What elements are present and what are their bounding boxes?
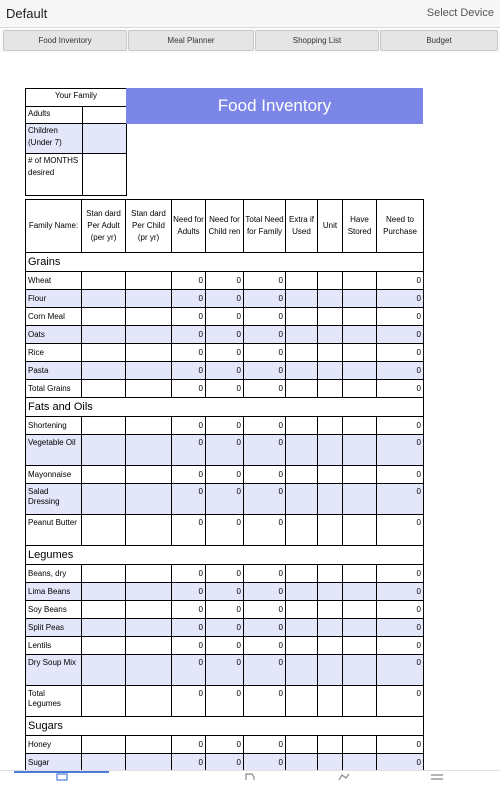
need-to-purchase-cell: 0 — [377, 583, 424, 601]
section-row — [26, 253, 424, 272]
table-row — [26, 466, 424, 484]
spreadsheet-area[interactable] — [0, 53, 500, 770]
standard-child-cell[interactable] — [126, 326, 172, 344]
table-row — [26, 272, 424, 290]
standard-adult-cell[interactable] — [82, 686, 126, 717]
total-need-cell: 0 — [244, 380, 286, 398]
have-stored-cell[interactable] — [343, 308, 377, 326]
standard-adult-cell[interactable] — [82, 290, 126, 308]
section-title: Sugars — [26, 717, 424, 736]
need-to-purchase-cell: 0 — [377, 754, 424, 771]
standard-adult-cell[interactable] — [82, 466, 126, 484]
table-row — [26, 637, 424, 655]
table-row — [26, 655, 424, 686]
column-header-row — [26, 200, 424, 253]
standard-child-cell[interactable] — [126, 362, 172, 380]
inventory-table — [25, 199, 424, 770]
need-to-purchase-cell: 0 — [377, 466, 424, 484]
need-children-cell: 0 — [206, 308, 244, 326]
table-row — [26, 326, 424, 344]
standard-adult-cell[interactable] — [82, 380, 126, 398]
family-label-adults: Adults — [26, 107, 83, 124]
standard-child-cell[interactable] — [126, 515, 172, 546]
have-stored-cell[interactable] — [343, 754, 377, 771]
standard-child-cell[interactable] — [126, 466, 172, 484]
total-need-cell: 0 — [244, 637, 286, 655]
total-need-cell: 0 — [244, 417, 286, 435]
total-need-cell: 0 — [244, 601, 286, 619]
extra-if-used-cell[interactable] — [286, 736, 318, 754]
col-extra-if-used: Extra if Used — [286, 200, 318, 253]
extra-if-used-cell[interactable] — [286, 484, 318, 515]
need-adults-cell: 0 — [172, 515, 206, 546]
tab-food-inventory[interactable]: Food Inventory — [3, 30, 127, 51]
standard-child-cell[interactable] — [126, 417, 172, 435]
family-label-months: # of MONTHS desired — [26, 154, 83, 196]
total-need-cell: 0 — [244, 686, 286, 717]
need-adults-cell: 0 — [172, 565, 206, 583]
format-icon[interactable] — [243, 773, 257, 781]
need-children-cell: 0 — [206, 435, 244, 466]
total-need-cell: 0 — [244, 344, 286, 362]
extra-if-used-cell[interactable] — [286, 344, 318, 362]
select-device-button[interactable]: Select Device — [426, 7, 494, 19]
title-bar — [0, 0, 500, 28]
unit-cell[interactable] — [318, 435, 343, 466]
tab-budget[interactable]: Budget — [380, 30, 498, 51]
col-total-need: Total Need for Family — [244, 200, 286, 253]
extra-if-used-cell[interactable] — [286, 754, 318, 771]
section-title: Legumes — [26, 546, 424, 565]
need-adults-cell: 0 — [172, 326, 206, 344]
need-to-purchase-cell: 0 — [377, 515, 424, 546]
standard-child-cell[interactable] — [126, 380, 172, 398]
standard-child-cell[interactable] — [126, 290, 172, 308]
section-row — [26, 398, 424, 417]
need-adults-cell: 0 — [172, 736, 206, 754]
need-adults-cell: 0 — [172, 601, 206, 619]
standard-child-cell[interactable] — [126, 583, 172, 601]
item-name-cell: Vegetable Oil — [26, 435, 82, 466]
family-header: Your Family — [26, 89, 127, 107]
need-to-purchase-cell: 0 — [377, 484, 424, 515]
need-adults-cell: 0 — [172, 754, 206, 771]
have-stored-cell[interactable] — [343, 344, 377, 362]
col-need-to-purchase: Need to Purchase — [377, 200, 424, 253]
table-row — [26, 583, 424, 601]
extra-if-used-cell[interactable] — [286, 601, 318, 619]
item-name-cell: Flour — [26, 290, 82, 308]
standard-adult-cell[interactable] — [82, 362, 126, 380]
item-name-cell: Mayonnaise — [26, 466, 82, 484]
need-children-cell: 0 — [206, 601, 244, 619]
section-title: Grains — [26, 253, 424, 272]
have-stored-cell[interactable] — [343, 326, 377, 344]
total-need-cell: 0 — [244, 515, 286, 546]
months-input[interactable] — [83, 154, 127, 196]
table-row — [26, 362, 424, 380]
item-name-cell: Honey — [26, 736, 82, 754]
col-need-adults: Need for Adults — [172, 200, 206, 253]
table-row — [26, 515, 424, 546]
col-standard-child: Stan dard Per Child (pr yr) — [126, 200, 172, 253]
total-need-cell: 0 — [244, 484, 286, 515]
standard-adult-cell[interactable] — [82, 344, 126, 362]
col-unit: Unit — [318, 200, 343, 253]
have-stored-cell[interactable] — [343, 290, 377, 308]
need-to-purchase-cell: 0 — [377, 686, 424, 717]
need-to-purchase-cell: 0 — [377, 565, 424, 583]
extra-if-used-cell[interactable] — [286, 583, 318, 601]
standard-child-cell[interactable] — [126, 272, 172, 290]
col-standard-adult: Stan dard Per Adult (per yr) — [82, 200, 126, 253]
need-adults-cell: 0 — [172, 417, 206, 435]
total-need-cell: 0 — [244, 655, 286, 686]
children-input[interactable] — [83, 124, 127, 154]
item-name-cell: Sugar — [26, 754, 82, 771]
item-name-cell: Corn Meal — [26, 308, 82, 326]
need-children-cell: 0 — [206, 344, 244, 362]
total-need-cell: 0 — [244, 435, 286, 466]
need-children-cell: 0 — [206, 484, 244, 515]
adults-input[interactable] — [83, 107, 127, 124]
need-to-purchase-cell: 0 — [377, 619, 424, 637]
total-need-cell: 0 — [244, 308, 286, 326]
standard-child-cell[interactable] — [126, 435, 172, 466]
unit-cell[interactable] — [318, 637, 343, 655]
need-children-cell: 0 — [206, 515, 244, 546]
unit-cell[interactable] — [318, 417, 343, 435]
have-stored-cell[interactable] — [343, 601, 377, 619]
section-title: Fats and Oils — [26, 398, 424, 417]
have-stored-cell[interactable] — [343, 484, 377, 515]
need-children-cell: 0 — [206, 637, 244, 655]
total-need-cell: 0 — [244, 754, 286, 771]
item-name-cell: Beans, dry — [26, 565, 82, 583]
need-children-cell: 0 — [206, 686, 244, 717]
table-row — [26, 736, 424, 754]
unit-cell[interactable] — [318, 484, 343, 515]
unit-cell[interactable] — [318, 619, 343, 637]
item-name-cell: Oats — [26, 326, 82, 344]
standard-adult-cell[interactable] — [82, 308, 126, 326]
need-to-purchase-cell: 0 — [377, 362, 424, 380]
unit-cell[interactable] — [318, 565, 343, 583]
need-adults-cell: 0 — [172, 484, 206, 515]
need-children-cell: 0 — [206, 272, 244, 290]
more-icon[interactable] — [430, 773, 444, 781]
item-name-cell: Pasta — [26, 362, 82, 380]
table-row — [26, 308, 424, 326]
col-have-stored: Have Stored — [343, 200, 377, 253]
table-row — [26, 754, 424, 771]
unit-cell[interactable] — [318, 466, 343, 484]
table-row — [26, 380, 424, 398]
tab-meal-planner[interactable]: Meal Planner — [128, 30, 254, 51]
total-need-cell: 0 — [244, 272, 286, 290]
table-row — [26, 484, 424, 515]
item-name-cell: Lentils — [26, 637, 82, 655]
have-stored-cell[interactable] — [343, 655, 377, 686]
item-name-cell: Dry Soup Mix — [26, 655, 82, 686]
item-name-cell: Split Peas — [26, 619, 82, 637]
standard-child-cell[interactable] — [126, 736, 172, 754]
extra-if-used-cell[interactable] — [286, 515, 318, 546]
standard-adult-cell[interactable] — [82, 601, 126, 619]
unit-cell[interactable] — [318, 655, 343, 686]
family-table — [25, 88, 127, 196]
have-stored-cell[interactable] — [343, 686, 377, 717]
extra-if-used-cell[interactable] — [286, 272, 318, 290]
need-to-purchase-cell: 0 — [377, 736, 424, 754]
item-name-cell: Peanut Butter — [26, 515, 82, 546]
item-name-cell: Soy Beans — [26, 601, 82, 619]
standard-child-cell[interactable] — [126, 686, 172, 717]
need-children-cell: 0 — [206, 362, 244, 380]
item-name-cell: Lima Beans — [26, 583, 82, 601]
section-row — [26, 717, 424, 736]
have-stored-cell[interactable] — [343, 637, 377, 655]
total-need-cell: 0 — [244, 583, 286, 601]
have-stored-cell[interactable] — [343, 583, 377, 601]
extra-if-used-cell[interactable] — [286, 362, 318, 380]
have-stored-cell[interactable] — [343, 515, 377, 546]
have-stored-cell[interactable] — [343, 619, 377, 637]
need-children-cell: 0 — [206, 326, 244, 344]
col-family-name: Family Name: — [26, 200, 82, 253]
unit-cell[interactable] — [318, 326, 343, 344]
sheet-icon[interactable] — [55, 773, 69, 781]
need-children-cell: 0 — [206, 290, 244, 308]
col-need-children: Need for Child ren — [206, 200, 244, 253]
standard-child-cell[interactable] — [126, 308, 172, 326]
table-row — [26, 290, 424, 308]
item-name-cell: Shortening — [26, 417, 82, 435]
extra-if-used-cell[interactable] — [286, 435, 318, 466]
bottom-toolbar — [0, 770, 500, 800]
total-need-cell: 0 — [244, 736, 286, 754]
total-need-cell: 0 — [244, 565, 286, 583]
unit-cell[interactable] — [318, 601, 343, 619]
extra-if-used-cell[interactable] — [286, 686, 318, 717]
need-to-purchase-cell: 0 — [377, 326, 424, 344]
need-to-purchase-cell: 0 — [377, 655, 424, 686]
need-adults-cell: 0 — [172, 583, 206, 601]
unit-cell[interactable] — [318, 583, 343, 601]
have-stored-cell[interactable] — [343, 272, 377, 290]
need-to-purchase-cell: 0 — [377, 601, 424, 619]
need-children-cell: 0 — [206, 565, 244, 583]
item-name-cell: Salad Dressing — [26, 484, 82, 515]
standard-child-cell[interactable] — [126, 655, 172, 686]
standard-adult-cell[interactable] — [82, 565, 126, 583]
have-stored-cell[interactable] — [343, 435, 377, 466]
extra-if-used-cell[interactable] — [286, 619, 318, 637]
insert-icon[interactable] — [337, 773, 351, 781]
need-adults-cell: 0 — [172, 308, 206, 326]
need-children-cell: 0 — [206, 619, 244, 637]
unit-cell[interactable] — [318, 380, 343, 398]
total-need-cell: 0 — [244, 619, 286, 637]
need-adults-cell: 0 — [172, 466, 206, 484]
need-to-purchase-cell: 0 — [377, 435, 424, 466]
standard-child-cell[interactable] — [126, 619, 172, 637]
item-name-cell: Total Grains — [26, 380, 82, 398]
sheet-tabs — [0, 29, 500, 53]
food-inventory-banner: Food Inventory — [126, 88, 423, 124]
need-children-cell: 0 — [206, 736, 244, 754]
need-to-purchase-cell: 0 — [377, 272, 424, 290]
table-row — [26, 435, 424, 466]
have-stored-cell[interactable] — [343, 565, 377, 583]
extra-if-used-cell[interactable] — [286, 290, 318, 308]
unit-cell[interactable] — [318, 308, 343, 326]
unit-cell[interactable] — [318, 736, 343, 754]
total-need-cell: 0 — [244, 362, 286, 380]
unit-cell[interactable] — [318, 686, 343, 717]
need-adults-cell: 0 — [172, 686, 206, 717]
extra-if-used-cell[interactable] — [286, 565, 318, 583]
total-need-cell: 0 — [244, 326, 286, 344]
have-stored-cell[interactable] — [343, 362, 377, 380]
need-children-cell: 0 — [206, 417, 244, 435]
standard-child-cell[interactable] — [126, 637, 172, 655]
standard-adult-cell[interactable] — [82, 736, 126, 754]
table-row — [26, 344, 424, 362]
need-to-purchase-cell: 0 — [377, 290, 424, 308]
tab-shopping-list[interactable]: Shopping List — [255, 30, 379, 51]
standard-adult-cell[interactable] — [82, 515, 126, 546]
table-row — [26, 601, 424, 619]
have-stored-cell[interactable] — [343, 417, 377, 435]
unit-cell[interactable] — [318, 362, 343, 380]
standard-adult-cell[interactable] — [82, 272, 126, 290]
need-children-cell: 0 — [206, 466, 244, 484]
section-row — [26, 546, 424, 565]
total-need-cell: 0 — [244, 290, 286, 308]
standard-adult-cell[interactable] — [82, 484, 126, 515]
standard-adult-cell[interactable] — [82, 417, 126, 435]
standard-adult-cell[interactable] — [82, 435, 126, 466]
need-adults-cell: 0 — [172, 362, 206, 380]
extra-if-used-cell[interactable] — [286, 326, 318, 344]
standard-child-cell[interactable] — [126, 344, 172, 362]
need-children-cell: 0 — [206, 583, 244, 601]
unit-cell[interactable] — [318, 754, 343, 771]
unit-cell[interactable] — [318, 344, 343, 362]
need-to-purchase-cell: 0 — [377, 637, 424, 655]
extra-if-used-cell[interactable] — [286, 308, 318, 326]
unit-cell[interactable] — [318, 515, 343, 546]
need-adults-cell: 0 — [172, 619, 206, 637]
table-row — [26, 565, 424, 583]
need-to-purchase-cell: 0 — [377, 308, 424, 326]
need-adults-cell: 0 — [172, 272, 206, 290]
family-label-children: Children (Under 7) — [26, 124, 83, 154]
item-name-cell: Wheat — [26, 272, 82, 290]
need-to-purchase-cell: 0 — [377, 380, 424, 398]
table-row — [26, 686, 424, 717]
need-children-cell: 0 — [206, 754, 244, 771]
need-adults-cell: 0 — [172, 655, 206, 686]
standard-child-cell[interactable] — [126, 484, 172, 515]
extra-if-used-cell[interactable] — [286, 466, 318, 484]
standard-child-cell[interactable] — [126, 601, 172, 619]
table-row — [26, 417, 424, 435]
need-children-cell: 0 — [206, 655, 244, 686]
item-name-cell: Rice — [26, 344, 82, 362]
unit-cell[interactable] — [318, 272, 343, 290]
standard-adult-cell[interactable] — [82, 754, 126, 771]
need-adults-cell: 0 — [172, 637, 206, 655]
standard-adult-cell[interactable] — [82, 655, 126, 686]
have-stored-cell[interactable] — [343, 380, 377, 398]
have-stored-cell[interactable] — [343, 736, 377, 754]
need-adults-cell: 0 — [172, 435, 206, 466]
table-row — [26, 619, 424, 637]
need-adults-cell: 0 — [172, 344, 206, 362]
standard-child-cell[interactable] — [126, 754, 172, 771]
standard-child-cell[interactable] — [126, 565, 172, 583]
standard-adult-cell[interactable] — [82, 637, 126, 655]
total-need-cell: 0 — [244, 466, 286, 484]
need-adults-cell: 0 — [172, 290, 206, 308]
standard-adult-cell[interactable] — [82, 583, 126, 601]
standard-adult-cell[interactable] — [82, 619, 126, 637]
unit-cell[interactable] — [318, 290, 343, 308]
extra-if-used-cell[interactable] — [286, 380, 318, 398]
need-children-cell: 0 — [206, 380, 244, 398]
document-title: Default — [6, 6, 48, 21]
extra-if-used-cell[interactable] — [286, 417, 318, 435]
have-stored-cell[interactable] — [343, 466, 377, 484]
need-adults-cell: 0 — [172, 380, 206, 398]
need-to-purchase-cell: 0 — [377, 417, 424, 435]
extra-if-used-cell[interactable] — [286, 637, 318, 655]
extra-if-used-cell[interactable] — [286, 655, 318, 686]
item-name-cell: Total Legumes — [26, 686, 82, 717]
need-to-purchase-cell: 0 — [377, 344, 424, 362]
standard-adult-cell[interactable] — [82, 326, 126, 344]
